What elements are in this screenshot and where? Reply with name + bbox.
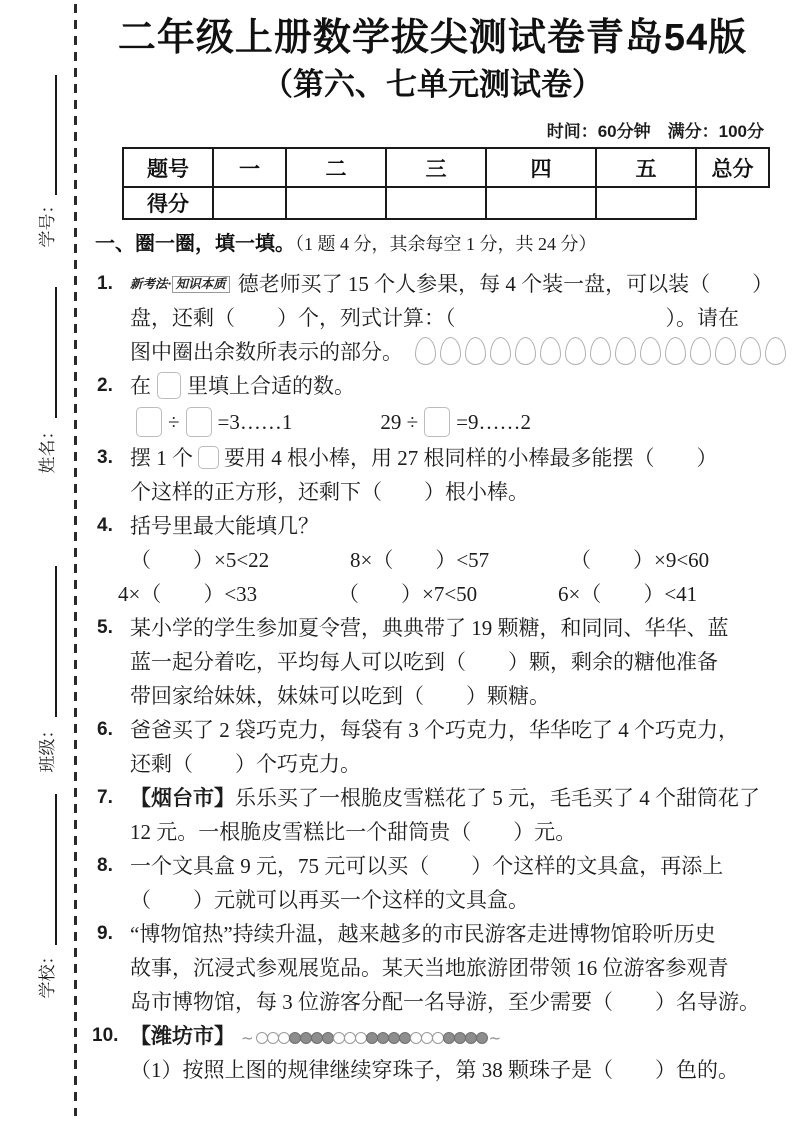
question-line: （ ）元就可以再买一个这样的文具盒。 <box>130 888 529 912</box>
question-line: 某小学的学生参加夏令营，典典带了 19 颗糖，和同同、华华、蓝 <box>130 616 729 640</box>
question-line: 爸爸买了 2 袋巧克力，每袋有 3 个巧克力，华华吃了 4 个巧克力， <box>130 718 739 742</box>
egg-shape <box>565 337 586 365</box>
question-number: 9. <box>97 923 113 944</box>
gray-bead <box>300 1032 312 1044</box>
question-line <box>130 369 770 403</box>
question-number: 10. <box>92 1025 119 1046</box>
white-bead <box>432 1032 444 1044</box>
square-shape-box <box>198 446 219 469</box>
answer-box <box>186 407 212 437</box>
white-bead <box>421 1032 433 1044</box>
question-line <box>130 441 770 475</box>
city-tag: 【烟台市】 <box>130 786 235 810</box>
inequality-expression: 6×（ ）<41 <box>558 582 698 606</box>
question-number: 6. <box>97 719 113 740</box>
string-end: ~ <box>488 1029 502 1047</box>
gray-bead <box>454 1032 466 1044</box>
section-one-heading-line <box>95 231 770 259</box>
inequality-expression: （ ）×7<50 <box>338 582 478 606</box>
question-line: 个这样的正方形，还剩下（ ）根小棒。 <box>130 480 529 504</box>
inequality-expression: 8×（ ）<57 <box>350 548 490 572</box>
section-heading: 一、圈一圈，填一填。 <box>95 233 295 255</box>
exam-meta: 时间：60分钟 满分：100分 <box>546 122 764 141</box>
question-number: 8. <box>97 855 113 876</box>
question-line <box>130 335 770 369</box>
page-title: 二年级上册数学拔尖测试卷青岛54版 <box>117 17 748 59</box>
question-text: 德老师买了 15 个人参果，每 4 个装一盘，可以装（ ） <box>237 272 774 296</box>
header-cell: 题号 <box>123 148 213 187</box>
white-bead <box>267 1032 279 1044</box>
white-bead <box>256 1032 268 1044</box>
score-cell <box>386 187 486 219</box>
gray-bead <box>388 1032 400 1044</box>
egg-shape <box>515 337 536 365</box>
header-cell: 总分 <box>696 148 769 187</box>
question-number: 3. <box>97 447 113 468</box>
inequality-row <box>130 543 770 577</box>
egg-shape <box>740 337 761 365</box>
white-bead <box>410 1032 422 1044</box>
question-number: 7. <box>97 787 113 808</box>
score-cell <box>213 187 286 219</box>
header-cell: 三 <box>386 148 486 187</box>
page-subtitle: （第六、七单元测试卷） <box>262 67 603 102</box>
score-cell <box>286 187 386 219</box>
score-table <box>122 147 770 220</box>
question-list <box>92 267 774 1087</box>
score-row-label: 得分 <box>123 187 213 219</box>
gray-bead <box>311 1032 323 1044</box>
question-3 <box>95 441 770 509</box>
division-expression <box>380 403 531 441</box>
header-cell: 四 <box>486 148 596 187</box>
question-4 <box>95 509 770 611</box>
equation-text: =3……1 <box>217 410 293 434</box>
egg-shape <box>465 337 486 365</box>
question-line <box>130 1019 770 1053</box>
question-line: “博物馆热”持续升温，越来越多的市民游客走进博物馆聆听历史 <box>130 922 716 946</box>
question-line: 12 元。一根脆皮雪糕比一个甜筒贵（ ）元。 <box>130 820 577 844</box>
inequality-expression: （ ）×5<22 <box>130 548 270 572</box>
answer-box <box>424 407 450 437</box>
egg-shape <box>715 337 736 365</box>
gray-bead <box>465 1032 477 1044</box>
question-1 <box>95 267 774 369</box>
inequality-expression: 4×（ ）<33 <box>118 582 258 606</box>
badge-box: 知识本质 <box>172 276 230 293</box>
answer-box <box>136 407 162 437</box>
student-name-label: 姓名： <box>38 422 57 474</box>
gray-bead <box>399 1032 411 1044</box>
class-label: 班级： <box>38 721 57 773</box>
question-line: 括号里最大能填几？ <box>130 514 319 538</box>
question-line: （1）按照上图的规律继续穿珠子，第 38 颗珠子是（ ）色的。 <box>130 1058 739 1082</box>
city-tag: 【潍坊市】 <box>130 1024 235 1048</box>
score-table-header-row <box>123 148 769 187</box>
header-cell: 五 <box>596 148 696 187</box>
question-line: 盘，还剩（ ）个，列式计算：（ ）。请在 <box>130 306 739 330</box>
white-bead <box>333 1032 345 1044</box>
class-write-line <box>55 566 57 717</box>
inequality-row <box>118 577 770 611</box>
answer-box <box>157 372 181 399</box>
student-name-write-line <box>55 287 57 418</box>
question-line: 蓝一起分着吃，平均每人可以吃到（ ）颗，剩余的糖他准备 <box>130 650 718 674</box>
white-bead <box>344 1032 356 1044</box>
new-method-badge <box>130 277 230 291</box>
question-line <box>130 267 774 301</box>
egg-shape <box>690 337 711 365</box>
egg-shape <box>440 337 461 365</box>
question-line: 故事，沉浸式参观展览品。某天当地旅游团带领 16 位游客参观青 <box>130 956 729 980</box>
badge-prefix: 新考法· <box>130 277 172 291</box>
school-write-line <box>55 794 57 945</box>
dashed-cut-line <box>74 4 77 1116</box>
egg-shape <box>640 337 661 365</box>
gray-bead <box>476 1032 488 1044</box>
student-number-write-line <box>55 75 57 195</box>
question-line: 带回家给妹妹，妹妹可以吃到（ ）颗糖。 <box>130 684 550 708</box>
question-8 <box>95 849 770 917</box>
egg-shape <box>490 337 511 365</box>
division-expression <box>130 403 292 441</box>
equation-text: =9……2 <box>456 410 531 434</box>
egg-shape <box>615 337 636 365</box>
question-6 <box>95 713 770 781</box>
question-text: 摆 1 个 <box>130 446 193 470</box>
question-7 <box>95 781 770 849</box>
gray-bead <box>289 1032 301 1044</box>
egg-shape <box>590 337 611 365</box>
question-text: 图中圈出余数所表示的部分。 <box>130 340 403 364</box>
score-cell <box>596 187 696 219</box>
egg-shape <box>540 337 561 365</box>
question-line: 岛市博物馆，每 3 位游客分配一名导游，至少需要（ ）名导游。 <box>130 990 760 1014</box>
egg-shape <box>415 337 436 365</box>
school-label: 学校： <box>38 947 57 999</box>
question-text: 乐乐买了一根脆皮雪糕花了 5 元，毛毛买了 4 个甜筒花了 <box>235 786 760 810</box>
gray-bead <box>377 1032 389 1044</box>
header-cell: 二 <box>286 148 386 187</box>
question-text: 要用 4 根小棒，用 27 根同样的小棒最多能摆（ ） <box>224 446 718 470</box>
question-text: 里填上合适的数。 <box>187 374 355 398</box>
question-10 <box>92 1019 770 1087</box>
egg-shape <box>665 337 686 365</box>
question-expressions <box>130 403 770 441</box>
question-9 <box>95 917 770 1019</box>
egg-shape <box>765 337 786 365</box>
exam-content <box>92 14 774 1087</box>
question-number: 1. <box>97 273 113 294</box>
question-line <box>130 781 770 815</box>
score-table-score-row <box>123 187 769 219</box>
question-number: 4. <box>97 515 113 536</box>
bead-string <box>239 1021 503 1055</box>
question-line: 还剩（ ）个巧克力。 <box>130 752 361 776</box>
operator: ÷ <box>168 410 180 434</box>
student-number-label: 学号： <box>38 196 57 248</box>
string-end: ~ <box>241 1029 254 1047</box>
equation-text: 29 ÷ <box>380 410 419 434</box>
score-cell <box>486 187 596 219</box>
gray-bead <box>366 1032 378 1044</box>
question-2 <box>95 369 770 441</box>
question-number: 2. <box>97 375 113 396</box>
header-cell: 一 <box>213 148 286 187</box>
question-number: 5. <box>97 617 113 638</box>
inequality-expression: （ ）×9<60 <box>570 548 710 572</box>
gray-bead <box>443 1032 455 1044</box>
white-bead <box>278 1032 290 1044</box>
question-5 <box>95 611 770 713</box>
white-bead <box>355 1032 367 1044</box>
gray-bead <box>322 1032 334 1044</box>
question-text: 在 <box>130 374 151 398</box>
section-note: （1 题 4 分，其余每空 1 分，共 24 分） <box>295 234 597 254</box>
question-line: 一个文具盒 9 元，75 元可以买（ ）个这样的文具盒，再添上 <box>130 854 724 878</box>
